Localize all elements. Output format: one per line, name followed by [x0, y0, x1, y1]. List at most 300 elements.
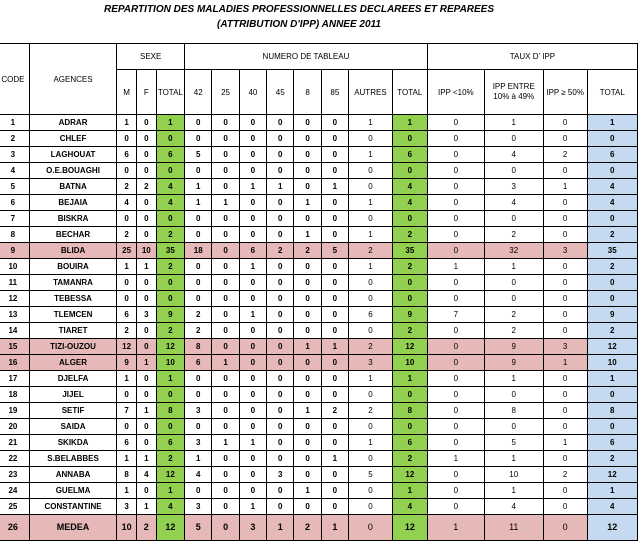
cell-m: 1 [117, 115, 137, 131]
cell-25: 0 [212, 339, 239, 355]
cell-autres: 1 [349, 147, 393, 163]
cell-m: 6 [117, 147, 137, 163]
cell-8: 0 [294, 147, 321, 163]
cell-autres: 1 [349, 227, 393, 243]
cell-autres: 0 [349, 323, 393, 339]
cell-ipp-lt10: 1 [427, 515, 484, 541]
cell-agence: DJELFA [29, 371, 116, 387]
cell-ipp-lt10: 0 [427, 131, 484, 147]
cell-25: 0 [212, 483, 239, 499]
cell-25: 1 [212, 355, 239, 371]
cell-ipp-ge50: 0 [543, 227, 587, 243]
cell-85: 1 [321, 339, 348, 355]
cell-code: 8 [0, 227, 29, 243]
cell-total-tableau: 9 [392, 307, 427, 323]
cell-total-tableau: 12 [392, 339, 427, 355]
cell-f: 0 [136, 195, 156, 211]
cell-ipp-ge50: 1 [543, 179, 587, 195]
cell-45: 0 [267, 499, 294, 515]
cell-f: 1 [136, 403, 156, 419]
cell-total-ipp: 6 [587, 147, 637, 163]
table-row [0, 371, 638, 387]
cell-total-sexe: 0 [156, 275, 184, 291]
cell-agence: GUELMA [29, 483, 116, 499]
cell-8: 0 [294, 115, 321, 131]
cell-ipp-lt10: 0 [427, 163, 484, 179]
cell-m: 0 [117, 419, 137, 435]
cell-45: 1 [267, 515, 294, 541]
cell-40: 0 [239, 419, 266, 435]
cell-f: 0 [136, 275, 156, 291]
cell-ipp-ge50: 0 [543, 307, 587, 323]
cell-total-ipp: 0 [587, 387, 637, 403]
cell-agence: BOUIRA [29, 259, 116, 275]
cell-25: 0 [212, 467, 239, 483]
cell-code: 14 [0, 323, 29, 339]
cell-85: 0 [321, 259, 348, 275]
table-row [0, 307, 638, 323]
cell-autres: 0 [349, 451, 393, 467]
cell-total-tableau: 0 [392, 419, 427, 435]
header-m: M [117, 70, 137, 115]
cell-25: 0 [212, 371, 239, 387]
cell-total-tableau: 10 [392, 355, 427, 371]
header-25: 25 [212, 70, 239, 115]
cell-45: 0 [267, 435, 294, 451]
cell-85: 1 [321, 515, 348, 541]
cell-ipp-ge50: 0 [543, 419, 587, 435]
cell-40: 6 [239, 243, 266, 259]
cell-total-sexe: 1 [156, 115, 184, 131]
cell-total-sexe: 9 [156, 307, 184, 323]
cell-40: 0 [239, 227, 266, 243]
header-42: 42 [185, 70, 212, 115]
cell-25: 0 [212, 163, 239, 179]
cell-ipp-lt10: 0 [427, 371, 484, 387]
cell-total-tableau: 6 [392, 435, 427, 451]
cell-ipp-entre: 4 [484, 195, 543, 211]
cell-40: 0 [239, 147, 266, 163]
cell-autres: 6 [349, 307, 393, 323]
data-table [0, 43, 638, 541]
cell-total-ipp: 1 [587, 371, 637, 387]
cell-m: 25 [117, 243, 137, 259]
cell-25: 0 [212, 243, 239, 259]
cell-42: 3 [185, 403, 212, 419]
cell-25: 0 [212, 275, 239, 291]
cell-ipp-entre: 9 [484, 355, 543, 371]
cell-ipp-lt10: 0 [427, 499, 484, 515]
cell-total-tableau: 4 [392, 499, 427, 515]
cell-ipp-entre: 9 [484, 339, 543, 355]
cell-ipp-lt10: 0 [427, 387, 484, 403]
table-row [0, 355, 638, 371]
cell-8: 0 [294, 291, 321, 307]
cell-f: 2 [136, 515, 156, 541]
cell-total-tableau: 2 [392, 259, 427, 275]
cell-42: 0 [185, 387, 212, 403]
cell-ipp-entre: 2 [484, 323, 543, 339]
table-row [0, 499, 638, 515]
cell-40: 0 [239, 291, 266, 307]
cell-ipp-lt10: 0 [427, 323, 484, 339]
cell-42: 18 [185, 243, 212, 259]
cell-agence: BLIDA [29, 243, 116, 259]
cell-42: 2 [185, 323, 212, 339]
cell-ipp-entre: 0 [484, 131, 543, 147]
cell-8: 1 [294, 403, 321, 419]
header-total-ipp: TOTAL [587, 70, 637, 115]
header-85: 85 [321, 70, 348, 115]
cell-m: 12 [117, 339, 137, 355]
cell-total-sexe: 2 [156, 259, 184, 275]
cell-42: 8 [185, 339, 212, 355]
cell-total-ipp: 12 [587, 339, 637, 355]
header-total-tableau: TOTAL [392, 70, 427, 115]
cell-f: 1 [136, 451, 156, 467]
cell-85: 0 [321, 467, 348, 483]
table-row [0, 147, 638, 163]
cell-agence: O.E.BOUAGHI [29, 163, 116, 179]
cell-total-sexe: 12 [156, 339, 184, 355]
cell-total-tableau: 0 [392, 275, 427, 291]
cell-f: 0 [136, 131, 156, 147]
header-agences: AGENCES [29, 44, 116, 115]
cell-code: 25 [0, 499, 29, 515]
cell-42: 5 [185, 515, 212, 541]
cell-45: 0 [267, 419, 294, 435]
cell-total-ipp: 10 [587, 355, 637, 371]
cell-40: 0 [239, 195, 266, 211]
cell-code: 19 [0, 403, 29, 419]
cell-code: 9 [0, 243, 29, 259]
cell-42: 1 [185, 179, 212, 195]
cell-8: 0 [294, 387, 321, 403]
cell-45: 2 [267, 243, 294, 259]
cell-total-sexe: 2 [156, 451, 184, 467]
cell-ipp-ge50: 0 [543, 291, 587, 307]
cell-40: 0 [239, 451, 266, 467]
cell-f: 10 [136, 243, 156, 259]
cell-42: 0 [185, 275, 212, 291]
cell-ipp-entre: 0 [484, 163, 543, 179]
cell-40: 0 [239, 467, 266, 483]
cell-total-sexe: 0 [156, 387, 184, 403]
cell-total-sexe: 4 [156, 195, 184, 211]
cell-ipp-lt10: 0 [427, 115, 484, 131]
cell-42: 0 [185, 291, 212, 307]
cell-total-tableau: 35 [392, 243, 427, 259]
cell-ipp-entre: 0 [484, 211, 543, 227]
cell-ipp-ge50: 1 [543, 355, 587, 371]
cell-total-ipp: 1 [587, 115, 637, 131]
table-row [0, 211, 638, 227]
cell-f: 0 [136, 291, 156, 307]
cell-25: 0 [212, 499, 239, 515]
cell-42: 1 [185, 451, 212, 467]
cell-total-sexe: 6 [156, 435, 184, 451]
cell-25: 0 [212, 403, 239, 419]
cell-agence: BISKRA [29, 211, 116, 227]
cell-code: 26 [0, 515, 29, 541]
cell-f: 1 [136, 499, 156, 515]
header-ipp-lt10: IPP <10% [427, 70, 484, 115]
cell-agence: SKIKDA [29, 435, 116, 451]
cell-ipp-ge50: 0 [543, 387, 587, 403]
cell-ipp-lt10: 0 [427, 483, 484, 499]
cell-autres: 0 [349, 131, 393, 147]
cell-m: 0 [117, 387, 137, 403]
cell-m: 6 [117, 435, 137, 451]
cell-total-ipp: 0 [587, 163, 637, 179]
cell-m: 7 [117, 403, 137, 419]
cell-m: 6 [117, 307, 137, 323]
cell-code: 21 [0, 435, 29, 451]
cell-25: 0 [212, 307, 239, 323]
cell-total-tableau: 1 [392, 371, 427, 387]
cell-total-tableau: 1 [392, 115, 427, 131]
cell-ipp-entre: 10 [484, 467, 543, 483]
cell-m: 1 [117, 451, 137, 467]
cell-ipp-entre: 8 [484, 403, 543, 419]
header-40: 40 [239, 70, 266, 115]
cell-autres: 3 [349, 355, 393, 371]
cell-f: 0 [136, 323, 156, 339]
cell-40: 0 [239, 323, 266, 339]
cell-40: 1 [239, 307, 266, 323]
cell-agence: CHLEF [29, 131, 116, 147]
cell-ipp-lt10: 0 [427, 211, 484, 227]
cell-45: 0 [267, 403, 294, 419]
cell-8: 0 [294, 419, 321, 435]
cell-ipp-ge50: 0 [543, 403, 587, 419]
header-taux-ipp: TAUX D' IPP [427, 44, 637, 70]
cell-85: 5 [321, 243, 348, 259]
cell-40: 1 [239, 259, 266, 275]
cell-42: 0 [185, 371, 212, 387]
cell-ipp-ge50: 0 [543, 275, 587, 291]
cell-ipp-ge50: 2 [543, 147, 587, 163]
cell-total-sexe: 1 [156, 483, 184, 499]
cell-code: 18 [0, 387, 29, 403]
cell-ipp-ge50: 0 [543, 323, 587, 339]
cell-agence: LAGHOUAT [29, 147, 116, 163]
cell-85: 0 [321, 163, 348, 179]
table-row [0, 195, 638, 211]
cell-45: 0 [267, 131, 294, 147]
cell-25: 0 [212, 147, 239, 163]
cell-f: 0 [136, 211, 156, 227]
cell-total-sexe: 1 [156, 371, 184, 387]
cell-autres: 0 [349, 179, 393, 195]
table-row [0, 227, 638, 243]
table-row [0, 515, 638, 541]
cell-45: 0 [267, 387, 294, 403]
cell-85: 0 [321, 115, 348, 131]
cell-total-ipp: 0 [587, 291, 637, 307]
cell-autres: 1 [349, 371, 393, 387]
cell-code: 10 [0, 259, 29, 275]
cell-f: 0 [136, 435, 156, 451]
cell-ipp-ge50: 0 [543, 371, 587, 387]
cell-ipp-ge50: 3 [543, 339, 587, 355]
cell-ipp-entre: 1 [484, 115, 543, 131]
cell-f: 0 [136, 483, 156, 499]
cell-85: 0 [321, 131, 348, 147]
cell-total-ipp: 2 [587, 227, 637, 243]
cell-8: 0 [294, 307, 321, 323]
cell-agence: TIARET [29, 323, 116, 339]
cell-autres: 2 [349, 243, 393, 259]
header-numero-tableau: NUMERO DE TABLEAU [185, 44, 428, 70]
cell-code: 20 [0, 419, 29, 435]
cell-ipp-ge50: 0 [543, 451, 587, 467]
cell-25: 0 [212, 131, 239, 147]
cell-m: 0 [117, 211, 137, 227]
cell-total-ipp: 0 [587, 131, 637, 147]
cell-f: 0 [136, 387, 156, 403]
cell-ipp-entre: 32 [484, 243, 543, 259]
cell-total-ipp: 4 [587, 499, 637, 515]
cell-42: 4 [185, 467, 212, 483]
cell-total-ipp: 12 [587, 515, 637, 541]
cell-25: 0 [212, 291, 239, 307]
table-row [0, 275, 638, 291]
cell-total-ipp: 2 [587, 451, 637, 467]
cell-40: 0 [239, 387, 266, 403]
cell-8: 0 [294, 435, 321, 451]
cell-autres: 0 [349, 275, 393, 291]
cell-code: 5 [0, 179, 29, 195]
cell-45: 0 [267, 211, 294, 227]
cell-45: 0 [267, 259, 294, 275]
cell-ipp-ge50: 0 [543, 515, 587, 541]
cell-m: 1 [117, 371, 137, 387]
cell-25: 0 [212, 115, 239, 131]
cell-total-sexe: 4 [156, 179, 184, 195]
cell-total-ipp: 9 [587, 307, 637, 323]
cell-code: 13 [0, 307, 29, 323]
cell-8: 2 [294, 243, 321, 259]
cell-ipp-lt10: 0 [427, 195, 484, 211]
cell-f: 1 [136, 259, 156, 275]
table-row [0, 387, 638, 403]
cell-8: 0 [294, 211, 321, 227]
cell-f: 2 [136, 179, 156, 195]
cell-25: 0 [212, 323, 239, 339]
cell-ipp-ge50: 0 [543, 163, 587, 179]
cell-45: 0 [267, 323, 294, 339]
cell-45: 0 [267, 339, 294, 355]
cell-m: 2 [117, 227, 137, 243]
table-row [0, 435, 638, 451]
cell-ipp-entre: 1 [484, 259, 543, 275]
cell-total-ipp: 6 [587, 435, 637, 451]
cell-m: 0 [117, 291, 137, 307]
table-row [0, 179, 638, 195]
cell-ipp-entre: 4 [484, 499, 543, 515]
cell-code: 7 [0, 211, 29, 227]
cell-ipp-lt10: 1 [427, 451, 484, 467]
cell-total-tableau: 12 [392, 515, 427, 541]
cell-85: 0 [321, 147, 348, 163]
cell-m: 0 [117, 131, 137, 147]
cell-ipp-lt10: 7 [427, 307, 484, 323]
cell-total-sexe: 0 [156, 291, 184, 307]
cell-code: 16 [0, 355, 29, 371]
cell-total-ipp: 12 [587, 467, 637, 483]
cell-autres: 1 [349, 195, 393, 211]
cell-45: 0 [267, 147, 294, 163]
cell-total-sexe: 10 [156, 355, 184, 371]
cell-ipp-lt10: 0 [427, 227, 484, 243]
cell-autres: 0 [349, 419, 393, 435]
cell-85: 0 [321, 483, 348, 499]
table-row [0, 291, 638, 307]
cell-total-sexe: 8 [156, 403, 184, 419]
cell-25: 0 [212, 227, 239, 243]
cell-ipp-lt10: 0 [427, 291, 484, 307]
header-autres: AUTRES [349, 70, 393, 115]
cell-85: 0 [321, 323, 348, 339]
cell-8: 0 [294, 323, 321, 339]
cell-85: 1 [321, 451, 348, 467]
cell-ipp-lt10: 0 [427, 275, 484, 291]
cell-ipp-entre: 1 [484, 483, 543, 499]
cell-autres: 1 [349, 435, 393, 451]
title-line-1: REPARTITION DES MALADIES PROFESSIONNELLES DECLAREES ET REPAREES [103, 4, 495, 15]
cell-total-sexe: 0 [156, 163, 184, 179]
cell-25: 1 [212, 195, 239, 211]
header-f: F [136, 70, 156, 115]
cell-25: 0 [212, 419, 239, 435]
cell-85: 0 [321, 435, 348, 451]
cell-85: 0 [321, 227, 348, 243]
cell-autres: 0 [349, 387, 393, 403]
cell-code: 12 [0, 291, 29, 307]
cell-45: 0 [267, 195, 294, 211]
cell-code: 6 [0, 195, 29, 211]
cell-agence: BEJAIA [29, 195, 116, 211]
cell-total-tableau: 0 [392, 291, 427, 307]
cell-ipp-lt10: 0 [427, 147, 484, 163]
cell-85: 0 [321, 355, 348, 371]
cell-42: 0 [185, 115, 212, 131]
cell-42: 0 [185, 419, 212, 435]
cell-ipp-lt10: 0 [427, 435, 484, 451]
cell-f: 3 [136, 307, 156, 323]
cell-agence: SETIF [29, 403, 116, 419]
cell-8: 2 [294, 515, 321, 541]
table-row [0, 403, 638, 419]
cell-total-ipp: 1 [587, 483, 637, 499]
cell-40: 0 [239, 131, 266, 147]
cell-85: 0 [321, 275, 348, 291]
cell-40: 1 [239, 499, 266, 515]
header-total-sexe: TOTAL [156, 70, 184, 115]
cell-42: 0 [185, 259, 212, 275]
cell-ipp-ge50: 2 [543, 467, 587, 483]
cell-total-tableau: 1 [392, 483, 427, 499]
cell-40: 3 [239, 515, 266, 541]
cell-8: 1 [294, 227, 321, 243]
cell-85: 0 [321, 291, 348, 307]
cell-autres: 1 [349, 259, 393, 275]
cell-ipp-entre: 0 [484, 291, 543, 307]
cell-ipp-lt10: 0 [427, 355, 484, 371]
cell-ipp-entre: 0 [484, 387, 543, 403]
cell-f: 4 [136, 467, 156, 483]
